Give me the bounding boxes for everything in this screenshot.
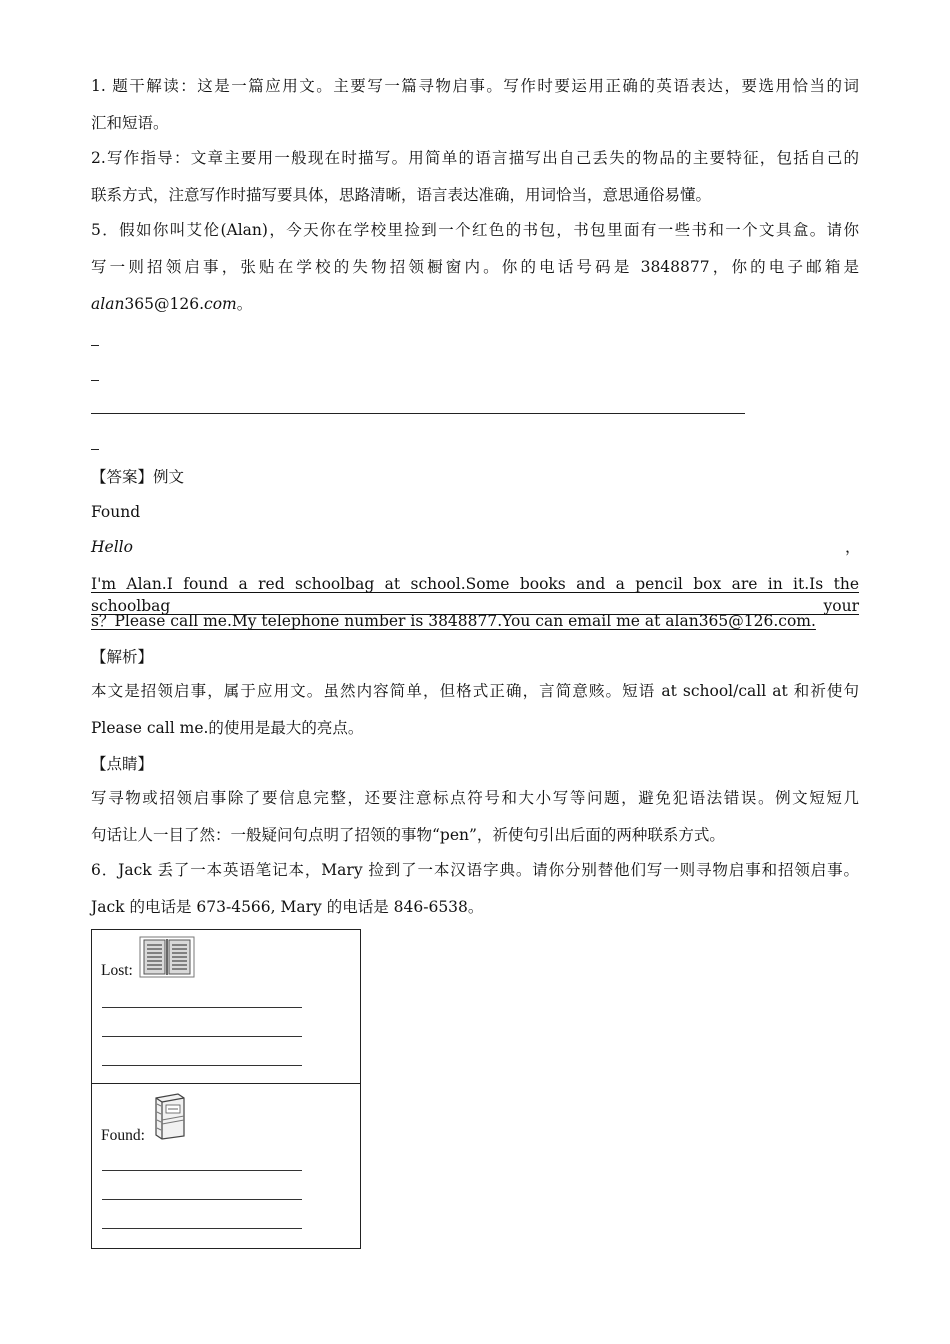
reading-tip-line1: 1. 题干解读：这是一篇应用文。主要写一篇寻物启事。写作时要运用正确的英语表达，要选用恰当的词 (91, 77, 859, 95)
question5-line3 (91, 293, 252, 315)
question5-line1: 5．假如你叫艾伦(Alan)，今天你在学校里捡到一个红色的书包，书包里面有一些书和一个文具盒。请你 (91, 221, 859, 239)
blank-dash-2 (91, 380, 99, 381)
question5-end-mark: 。 (236, 295, 253, 313)
answer-line1: I'm Alan.I found a red schoolbag at school.Some books and a pencil box are in it.Is the schoolbag your (91, 575, 859, 615)
answer-label: 【答案】例文 (91, 468, 185, 486)
answer-line2: s？Please call me.My telephone number is 3848877.You can email me at alan365@126.com. (91, 612, 816, 630)
reading-tip-line2: 汇和短语。 (91, 114, 169, 132)
question6-line2: Jack 的电话是 673-4566, Mary 的电话是 846-6538。 (91, 898, 484, 916)
found-blank-2 (102, 1199, 302, 1200)
highlight-line2: 句话让人一目了然：一般疑问句点明了招领的事物“pen”，祈使句引出后面的两种联系方式。 (91, 826, 725, 844)
email-user-part: alan (91, 295, 125, 313)
found-notice-box (91, 1083, 361, 1249)
question5-line2: 写一则招领启事，张贴在学校的失物招领橱窗内。你的电话号码是 3848877，你的电子邮箱是 (91, 258, 859, 276)
writing-guide-line1: 2.写作指导：文章主要用一般现在时描写。用简单的语言描写出自己丢失的物品的主要特征，包括自己的 (91, 149, 859, 167)
dictionary-icon (152, 1092, 188, 1140)
answer-blank-line (91, 413, 745, 414)
found-label: Found: (101, 1127, 145, 1144)
lost-label: Lost: (101, 962, 133, 979)
blank-dash-3 (91, 449, 99, 450)
analysis-label: 【解析】 (91, 648, 154, 666)
answer-hello: Hello (91, 538, 133, 556)
analysis-line2: Please call me.的使用是最大的亮点。 (91, 719, 364, 737)
open-notebook-icon (139, 936, 195, 978)
email-domain-part: 365@126. (124, 295, 205, 313)
lost-blank-2 (102, 1036, 302, 1037)
answer-comma: ， (845, 538, 861, 556)
email-tld-part: com (204, 295, 237, 313)
highlight-label: 【点睛】 (91, 755, 154, 773)
question6-line1: 6．Jack 丢了一本英语笔记本，Mary 捡到了一本汉语字典。请你分别替他们写一则寻物启事和招领启事。 (91, 861, 859, 879)
lost-blank-3 (102, 1065, 302, 1066)
writing-guide-line2: 联系方式，注意写作时描写要具体，思路清晰，语言表达准确，用词恰当，意思通俗易懂。 (91, 186, 712, 204)
blank-dash-1 (91, 345, 99, 346)
answer-found-title: Found (91, 503, 141, 521)
lost-notice-box (91, 929, 361, 1084)
analysis-line1: 本文是招领启事，属于应用文。虽然内容简单，但格式正确，言简意赅。短语 at school/call at 和祈使句 (91, 682, 859, 700)
lost-blank-1 (102, 1007, 302, 1008)
found-blank-1 (102, 1170, 302, 1171)
found-blank-3 (102, 1228, 302, 1229)
highlight-line1: 写寻物或招领启事除了要信息完整，还要注意标点符号和大小写等问题，避免犯语法错误。例文短短几 (91, 789, 859, 807)
